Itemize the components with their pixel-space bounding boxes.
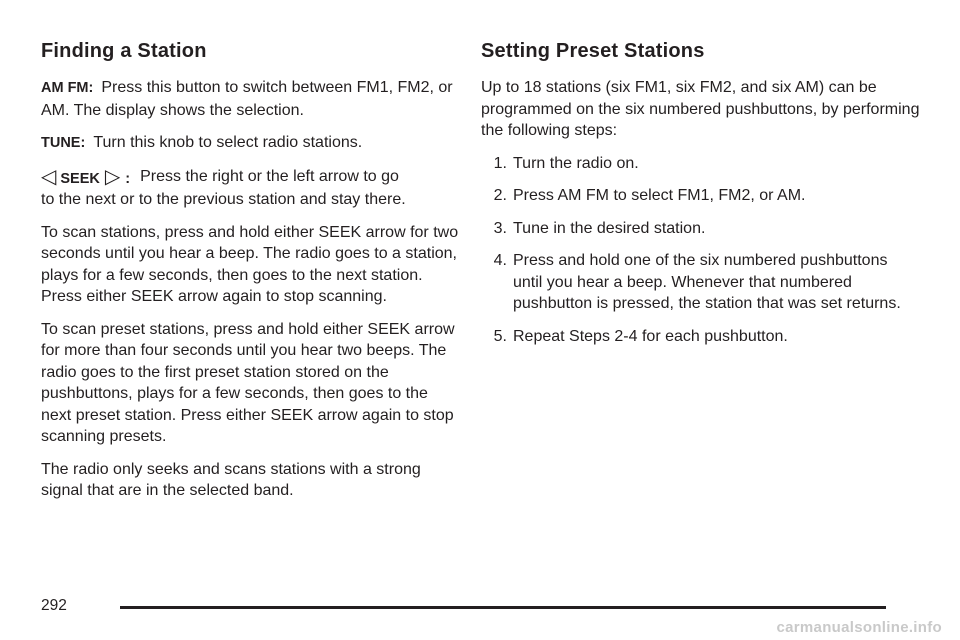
step-number: 2. bbox=[493, 187, 507, 204]
step-number: 4. bbox=[493, 252, 507, 269]
step-text: Press and hold one of the six numbered pushbuttons until you hear a beep. Whenever that numbered pushbutton is pressed, the station that was set returns. bbox=[513, 252, 901, 312]
seek-colon: : bbox=[125, 171, 131, 187]
seek-description-rest: to the next or to the previous station and stay there. bbox=[41, 191, 406, 208]
footer-rule bbox=[120, 606, 886, 609]
amfm-term: AM FM: bbox=[41, 80, 94, 96]
right-column bbox=[481, 40, 921, 358]
step-text: Press AM FM to select FM1, FM2, or AM. bbox=[513, 187, 806, 204]
section-heading-finding-station: Finding a Station bbox=[41, 40, 207, 62]
list-item bbox=[481, 326, 921, 348]
preset-steps-list bbox=[481, 153, 921, 348]
step-text: Repeat Steps 2-4 for each pushbutton. bbox=[513, 327, 788, 345]
step-number: 1. bbox=[493, 154, 507, 172]
page-footer bbox=[41, 597, 109, 615]
tune-paragraph bbox=[41, 132, 461, 155]
seek-right-arrow-icon: ▷ bbox=[104, 166, 121, 188]
left-column bbox=[41, 40, 461, 513]
page-number: 292 bbox=[41, 597, 67, 614]
amfm-description: Press this button to switch between FM1, FM2, or AM. The display shows the selection. bbox=[41, 79, 453, 119]
list-item bbox=[481, 250, 921, 315]
tune-description: Turn this knob to select radio stations. bbox=[93, 134, 363, 151]
step-text: Tune in the desired station. bbox=[513, 219, 706, 237]
section-heading-setting-presets: Setting Preset Stations bbox=[481, 40, 705, 62]
seek-description-first-line: Press the right or the left arrow to go bbox=[140, 167, 399, 185]
list-item bbox=[481, 185, 921, 207]
step-text: Turn the radio on. bbox=[513, 154, 639, 172]
preset-intro-paragraph: Up to 18 stations (six FM1, six FM2, and six AM) can be programmed on the six numbered pushbuttons, by performing the following steps: bbox=[481, 79, 920, 139]
seek-term-line bbox=[41, 166, 461, 188]
watermark: carmanualsonline.info bbox=[776, 619, 942, 636]
seek-term: SEEK bbox=[60, 171, 100, 187]
step-number: 3. bbox=[493, 219, 507, 237]
list-item bbox=[481, 218, 921, 240]
amfm-paragraph bbox=[41, 77, 461, 121]
strong-signal-paragraph: The radio only seeks and scans stations with a strong signal that are in the selected band. bbox=[41, 460, 421, 499]
seek-left-arrow-icon: ◁ bbox=[41, 166, 57, 188]
scan-presets-paragraph: To scan preset stations, press and hold either SEEK arrow for more than four seconds until you hear two beeps. The radio goes to the first preset station stored on the pushbuttons, plays for a few seconds, then goes to the next preset station. Press either SEEK arrow again to stop scanning presets. bbox=[41, 320, 455, 445]
list-item bbox=[481, 153, 921, 175]
scan-stations-paragraph: To scan stations, press and hold either SEEK arrow for two seconds until you hear a beep. The radio goes to a station, plays for a few seconds, then goes to the next station. Press either SEEK arrow again to stop scanning. bbox=[41, 223, 459, 305]
step-number: 5. bbox=[493, 327, 507, 345]
tune-term: TUNE: bbox=[41, 135, 86, 151]
